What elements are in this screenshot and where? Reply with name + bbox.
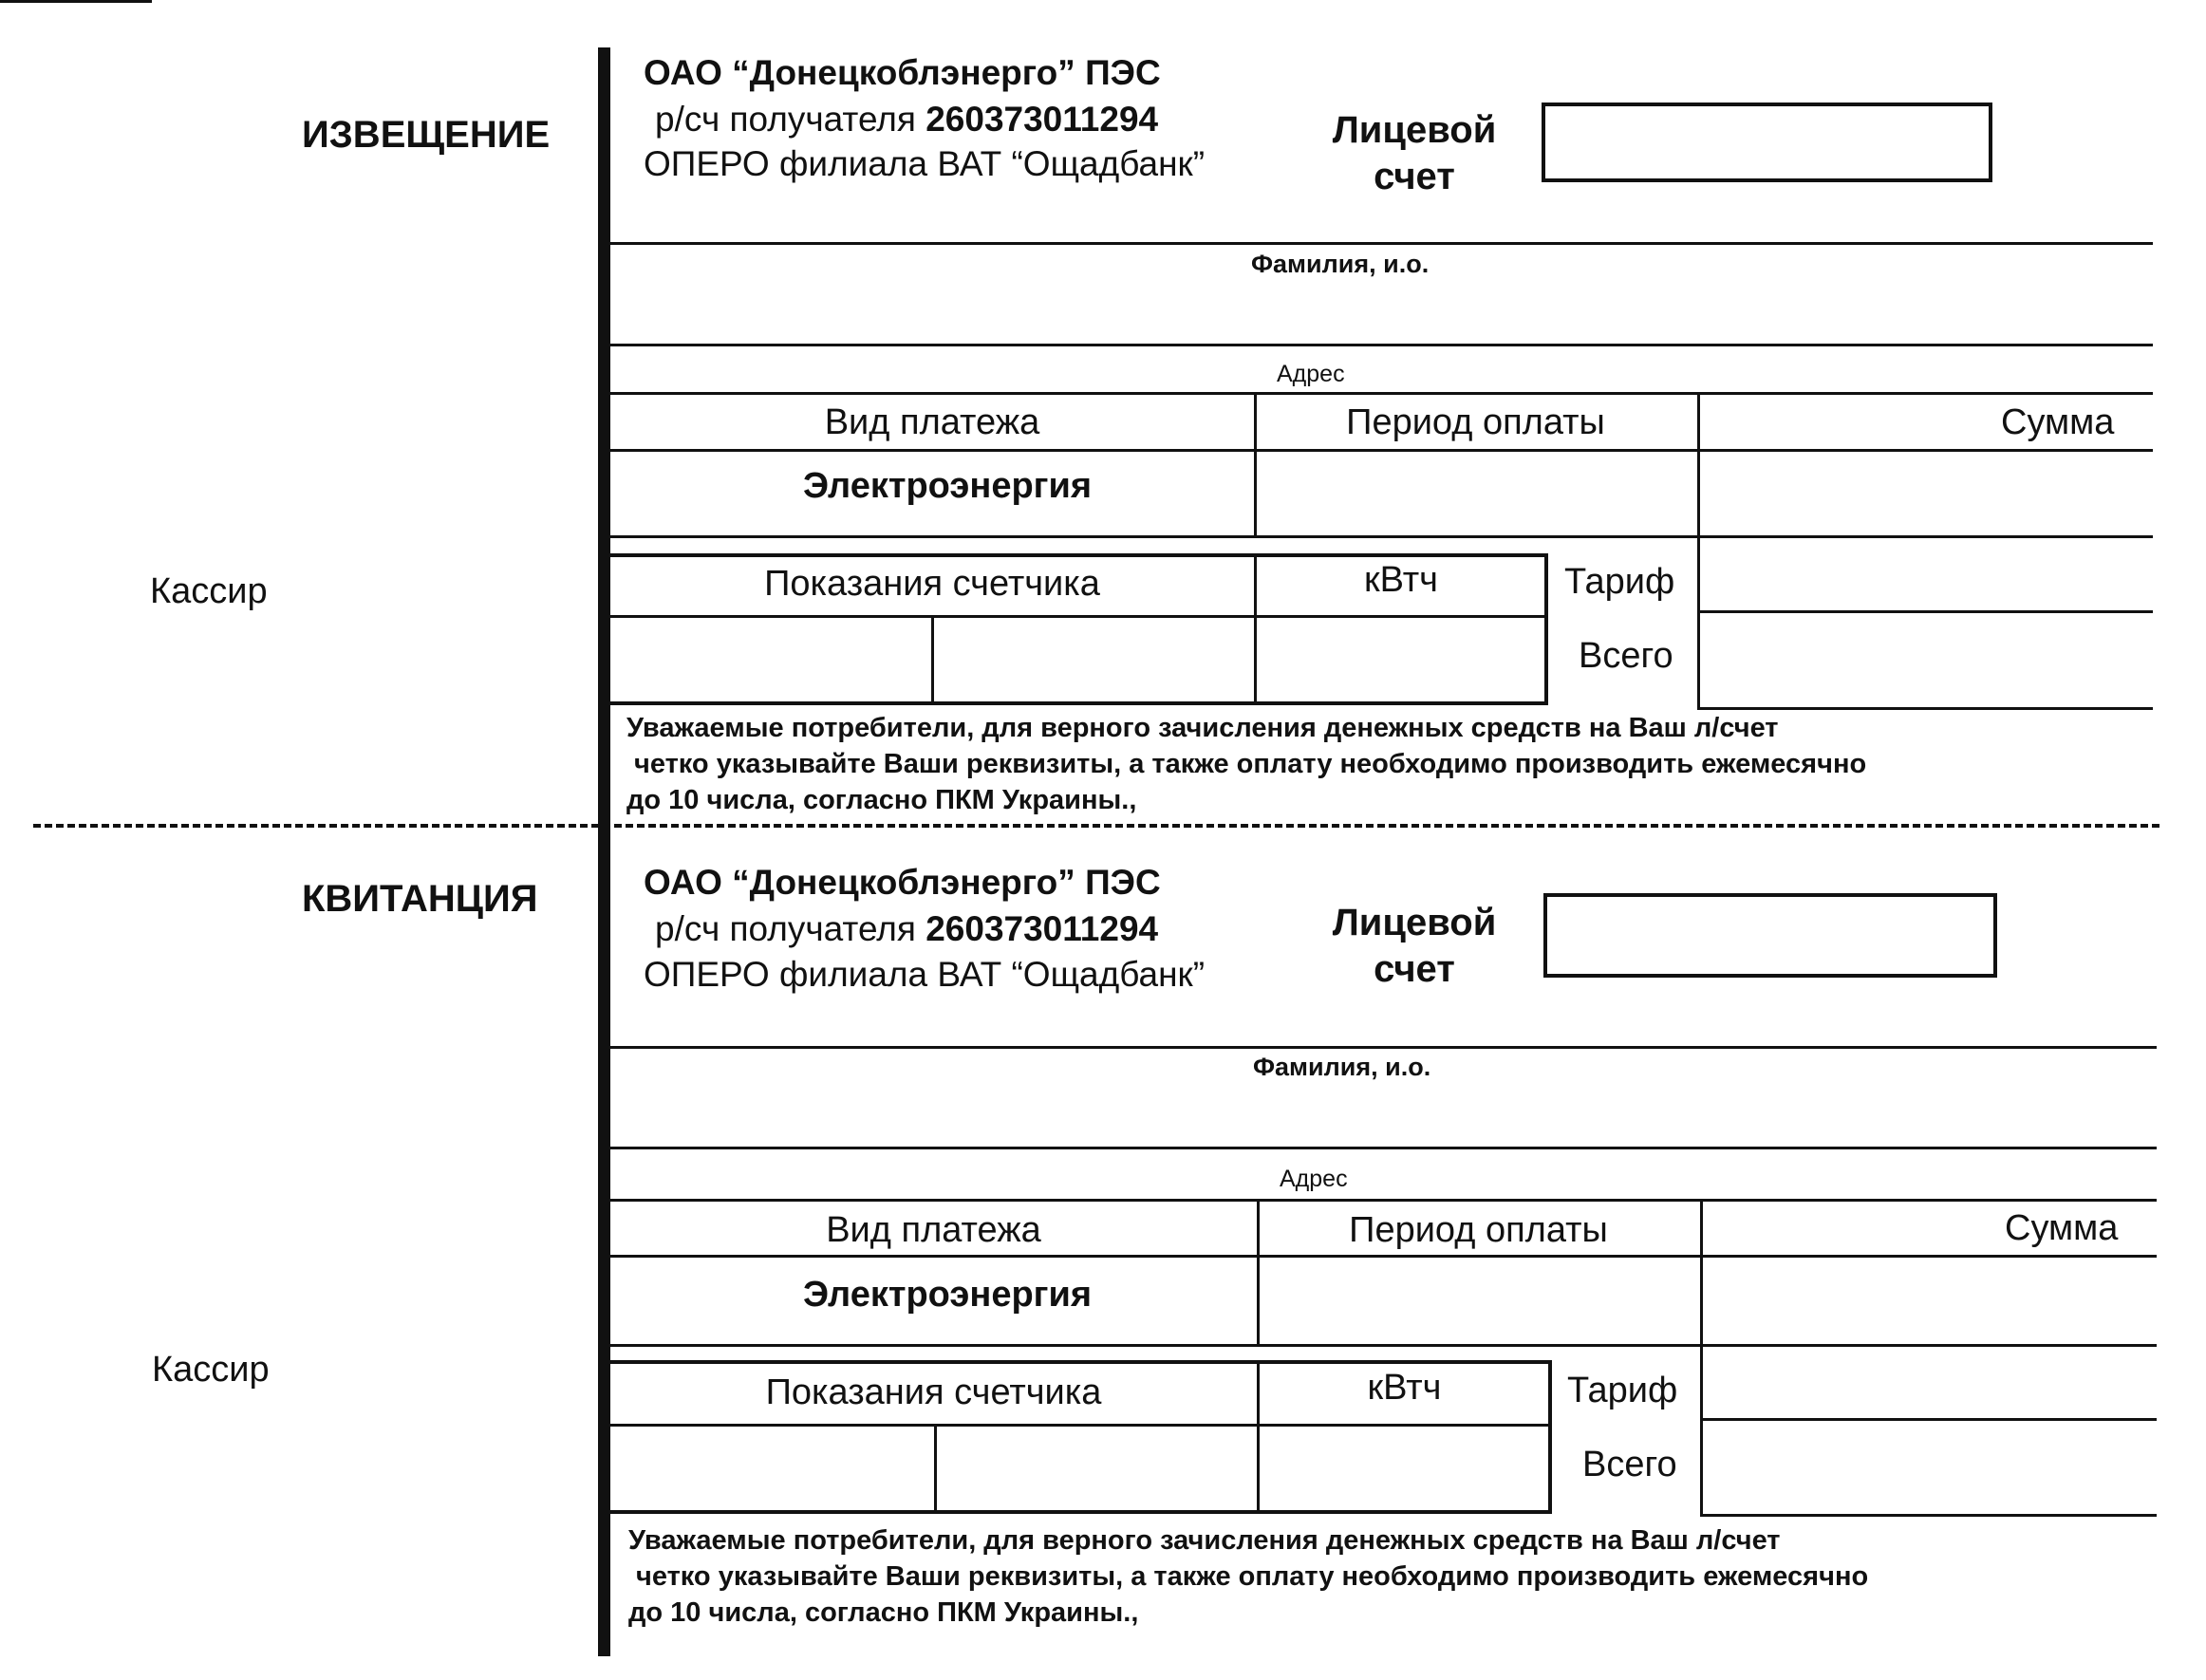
address-line[interactable] [610,344,2153,346]
meter-header-line [610,615,1548,618]
table-header-line [610,1255,2157,1258]
sum-header: Сумма [2005,1208,2119,1248]
payment-type-header: Вид платежа [826,1210,1041,1250]
payment-type-value: Электроэнергия [802,466,1093,506]
recipient-account-label: р/сч получателя [655,909,926,948]
form-spine-line [598,47,610,1656]
cashier-label: Кассир [152,1350,270,1390]
recipient-account-number: 260373011294 [925,909,1159,948]
name-label: Фамилия, и.о. [1251,250,1430,278]
org-name: ОАО “Донецкоблэнерго” ПЭС [644,863,1161,902]
sum-field[interactable] [1700,453,2146,532]
payment-type-header: Вид платежа [824,402,1040,442]
recipient-account-line [655,905,1158,952]
personal-account-field[interactable] [1543,893,1997,978]
payment-period-header: Период оплаты [1349,1210,1608,1250]
kwh-field[interactable] [1257,619,1545,702]
recipient-account-line [655,96,1158,142]
total-line[interactable] [1700,1514,2157,1517]
notice-text-line-3: до 10 числа, согласно ПКМ Украины., [628,1597,1139,1628]
bank-name: ОПЕРО филиала ВАТ “Ощадбанк” [644,144,1206,183]
address-label: Адрес [1277,361,1345,387]
payment-period-field[interactable] [1260,1259,1696,1341]
current-reading-field[interactable] [937,1428,1254,1511]
tariff-label: Тариф [1567,1371,1678,1410]
tariff-line[interactable] [1700,1418,2157,1421]
name-line[interactable] [610,1046,2157,1049]
cashier-label: Кассир [150,571,268,611]
column-divider [1700,1199,1703,1517]
previous-reading-field[interactable] [613,619,928,702]
section-title: КВИТАНЦИЯ [302,878,538,920]
meter-readings-label: Показания счетчика [765,1372,1102,1412]
meter-header-line [610,1424,1552,1427]
notice-text-line-1: Уважаемые потребители, для верного зачисления денежных средств на Ваш л/счет [628,1525,1781,1556]
name-line[interactable] [610,242,2153,245]
notice-text-line-2: четко указывайте Ваши реквизиты, а также оплату необходимо производить ежемесячно [636,1561,1869,1592]
meter-readings-label: Показания счетчика [764,564,1100,604]
total-label: Всего [1579,636,1673,676]
kwh-label: кВтч [1364,560,1438,600]
notice-text-line-2: четко указывайте Ваши реквизиты, а также оплату необходимо производить ежемесячно [634,749,1867,779]
notice-text-line-1: Уважаемые потребители, для верного зачисления денежных средств на Ваш л/счет [626,713,1779,743]
personal-account-label: Лицевой счет [1332,109,1497,197]
current-reading-field[interactable] [934,619,1251,702]
section-title: ИЗВЕЩЕНИЕ [302,114,551,156]
sum-header: Сумма [2001,402,2115,442]
payment-type-value: Электроэнергия [802,1275,1093,1315]
personal-account-label: Лицевой счет [1332,902,1497,990]
column-divider [1697,392,1700,710]
address-label: Адрес [1280,1166,1348,1192]
table-row-line [610,1344,2157,1347]
recipient-account-label: р/сч получателя [655,100,926,139]
address-line[interactable] [610,1147,2157,1149]
tariff-label: Тариф [1564,562,1675,602]
recipient-account-number: 260373011294 [925,100,1159,139]
bank-name: ОПЕРО филиала ВАТ “Ощадбанк” [644,955,1206,994]
top-edge-mark [0,0,152,3]
table-top-line [610,392,2153,395]
kwh-label: кВтч [1367,1368,1442,1408]
table-row-line [610,535,2153,538]
previous-reading-field[interactable] [613,1428,931,1511]
payment-period-field[interactable] [1257,453,1693,532]
tariff-line[interactable] [1697,610,2153,613]
total-label: Всего [1582,1445,1677,1484]
personal-account-field[interactable] [1542,103,1992,182]
cut-line [33,824,2159,828]
payment-period-header: Период оплаты [1346,402,1605,442]
kwh-field[interactable] [1260,1428,1549,1511]
org-name: ОАО “Донецкоблэнерго” ПЭС [644,53,1161,92]
table-top-line [610,1199,2157,1202]
name-label: Фамилия, и.о. [1253,1053,1431,1081]
table-header-line [610,449,2153,452]
notice-text-line-3: до 10 числа, согласно ПКМ Украины., [626,785,1137,815]
sum-field[interactable] [1703,1259,2153,1341]
